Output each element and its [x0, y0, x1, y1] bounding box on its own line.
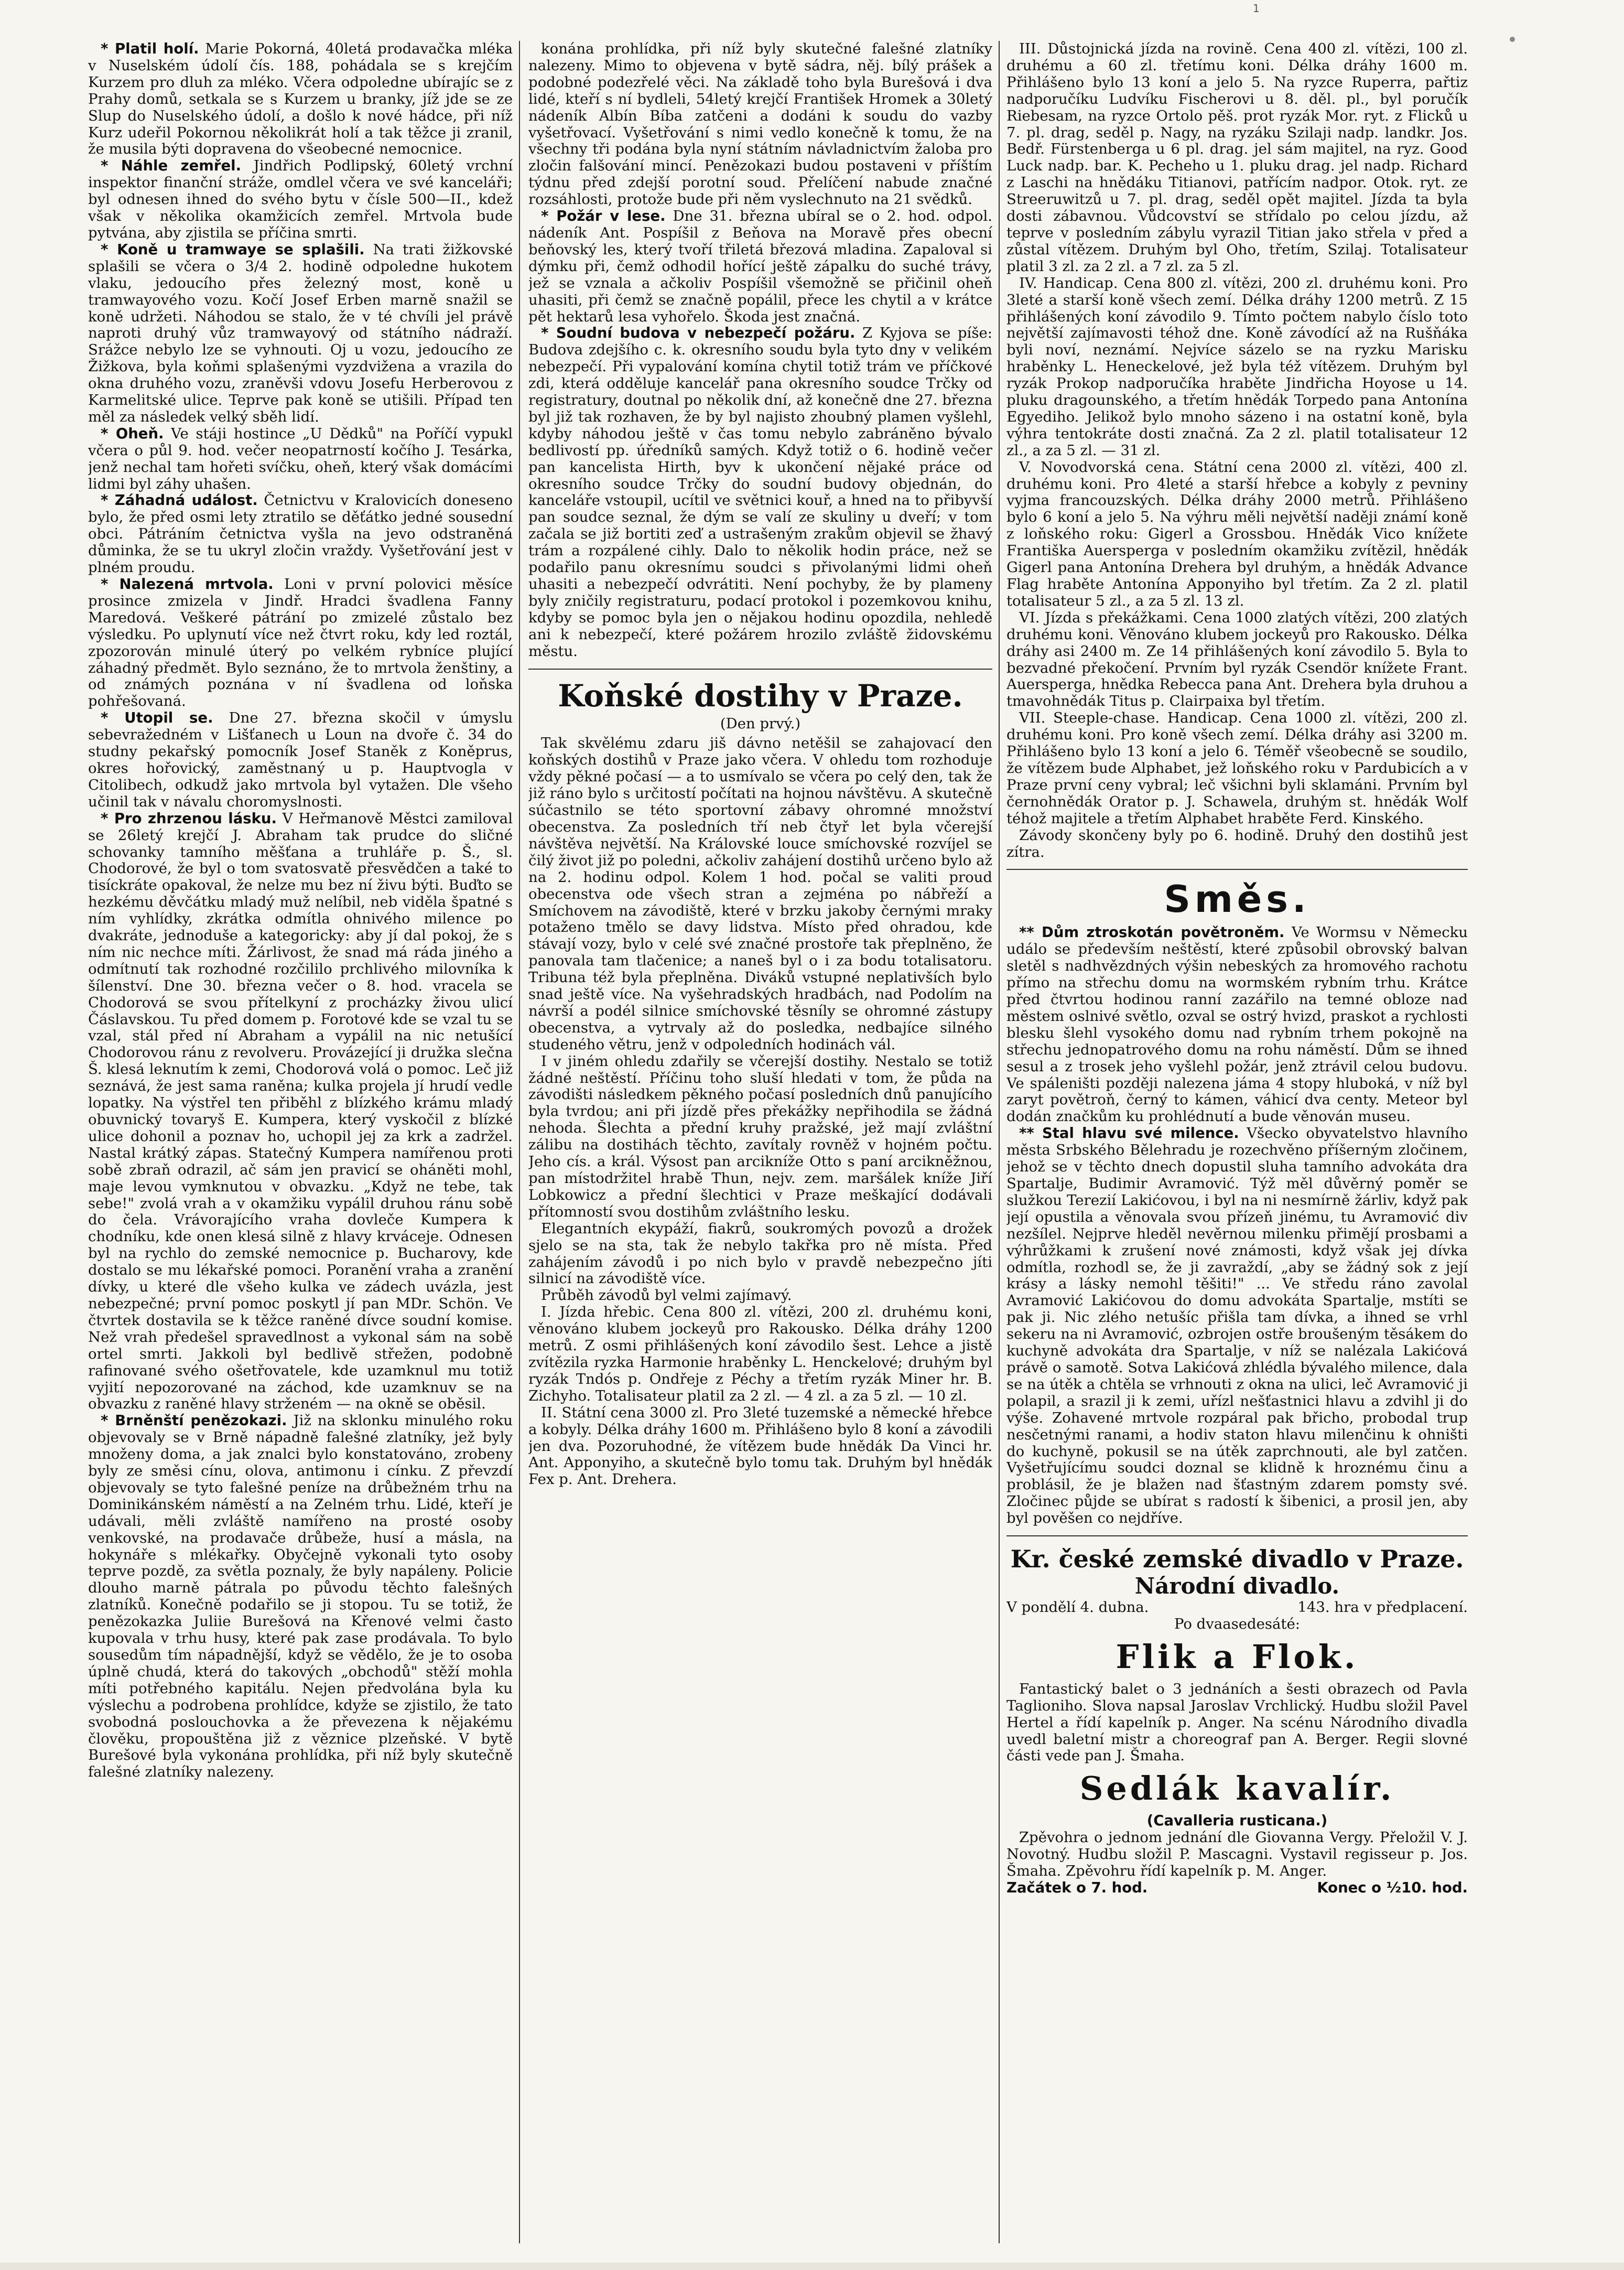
column-rule-2	[999, 41, 1000, 2243]
theatre-subtitle: Národní divadlo.	[1134, 1573, 1340, 1599]
column-rule-1	[519, 41, 520, 2243]
page-dot-mark	[1510, 37, 1515, 42]
news-heading: ** Dům ztroskotán povětroněm.	[1019, 924, 1285, 941]
news-heading: * Pro zhrzenou lásku.	[101, 810, 277, 827]
column-3	[1006, 41, 1468, 2249]
column-2	[528, 41, 992, 2249]
news-heading: * Platil holí.	[101, 41, 199, 57]
news-text: Jindřich Podlipský, 60letý vrchní inspektor finanční stráže, omdlel včera ve své kanceláři; byl odnesen ihned do svého bytu v čísle 500—II., kdež však v několika okamžicích zemřel. Mrtvola bude pytvána, aby zjistila se příčina smrti.	[88, 157, 513, 241]
races-paragraph: V. Novodvorská cena. Státní cena 2000 zl. vítězi, 400 zl. druhému koni. Pro 4leté a starší hřebce a kobyly z pevniny vyjma francouzských. Délka dráhy 2000 metrů. Přihlášeno bylo 6 koní a jelo 5. Na výhru měli největší naději známí koně z loňského roku: Gigerl a Grossbou. Hnědák Vico knížete Františka Auersperga v posledním okamžiku zvítězil, hnědák Gigerl pana Antonína Drehera byl druhým, a hnědák Advance Flag hraběte Antonína Apponyiho byl třetím. Za 2 zl. platil totalisateur 5 zl., a za 5 zl. 13 zl.	[1006, 458, 1468, 609]
races-paragraph: Tak skvělému zdaru jiš dávno netěšil se zahajovací den koňských dostihů v Praze jako včera. V ohledu tom rozhoduje vždy pěkné počasí — a to usmívalo se včera po celý den, tak že již ráno bylo s určitostí počítati na hojnou návštěvu. A skutečně súčastnilo se této sportovní zábavy ohromné množství obecenstva. Za posledních tří neb čtyř let byla včerejší návštěva největší. Na Královské louce smíchovské rozvíjel se čilý život již po poledni, ačkoliv zahájení dostihů určeno bylo až na 2. hodinu odpol. Kolem 1 hod. počal se valiti proud obecenstva ode všech stran a zejména po nábřeží a Smíchovem na závodiště, které v brzku jakoby černými mraky potaženo tmělo se davy lidstva. Místo před ohradou, kde stávají vozy, bylo v celé své značné prostoře tak přeplněno, že panovala tam tlačenice; a naneš byl o i za bodu totalisatoru. Tribuna též byla přeplněna. Diváků vstupné neplativších bylo snad ještě více. Na vyšehradských hradbách, nad Podolím na návrší a podél silnice smíchovské těsníly se ohromné zástupy obecenstva, a vytrvaly až do posledka, nedbajíce silného studeného větru, jenž v odpoledních hodinách vál.	[528, 735, 992, 1053]
play1-description	[1006, 1681, 1468, 1765]
news-heading: * Záhadná událost.	[101, 492, 258, 509]
news-text: Loni v první polovici měsíce prosince zmizela v Jindř. Hradci švadlena Fanny Maredová. Veškeré pátrání po zmizelé zůstalo bez výsledku. Po uplynutí více než čtvrt roku, kdy led roztál, zpozorován minulé úterý po velkém rybníce plující záhadný předmět. Bylo seznáno, že to mrtvola ženštiny, a od známých poznána v ní švadlena od loňska pohřešovaná.	[88, 576, 513, 710]
column-1	[88, 41, 513, 2249]
races-paragraph: Závody skončeny byly po 6. hodině. Druhý den dostihů jest zítra.	[1006, 826, 1468, 860]
news-item-3	[88, 242, 513, 426]
page-corner-mark: 1	[1253, 2, 1260, 15]
theatre-title: Kr. české zemské divadlo v Praze.	[1010, 1545, 1464, 1574]
races-paragraph: Elegantních ekypáží, fiakrů, soukromých povozů a drožek sjelo se na sta, tak že nebylo takřka pro ně místa. Před zahájením závodů i po nich bylo v pravdě nebezpečno jíti silnicí na závodiště více.	[528, 1220, 992, 1287]
news-heading: * Brněnští penězokazi.	[101, 1412, 287, 1429]
races-paragraph: Průběh závodů byl velmi zajímavý.	[541, 1287, 792, 1304]
page-bottom-edge	[0, 2263, 1624, 2270]
section-divider	[1006, 1535, 1468, 1536]
play1-text: Fantastický balet o 3 jednáních a šesti obrazech od Pavla Taglioniho. Slova napsal Jaroslav Vrchlický. Hudbu složil Pavel Hertel a řídí kapelník p. Anger. Na scénu Národního divadla uvedl baletní mistr a choreograf pan A. Berger. Regii slovné části vede pan J. Šmaha.	[1006, 1680, 1468, 1765]
news-text: V Heřmanově Městci zamiloval se 26letý krejčí J. Abraham tak prudce do sličné schovanky tamního měšťana a truhláře p. Š., sl. Chodorové, že byl o tom svatosvatě přesvědčen a také to tisíckráte opakoval, že nelze mu bez ní živu býti. Buďto se hezkému děvčátku mladý muž nelíbil, neb viděla špatné s ním vyhlídky, zkrátka odmítla ohnivého milence po dvakráte, jednoduše a kategoricky: aby jí dal pokoj, že s ním nic nechce míti. Žárlivost, že snad má ráda jiného a odmítnutí tak rozhodné rozčililo prchlivého milovníka k šílenství. Dne 30. března večer o 8. hod. vracela se Chodorová se svou přítelkyní z procházky živou ulicí Čáslavskou. Tu před domem p. Forotové kde se vzal tu se vzal, stál před ní Abraham a vypálil na nic netušící Chodorovou ránu z revolveru. Provázející ji družka slečna Š. klesá leknutím k zemi, Chodorová volá o pomoc. Leč již seznává, že jest sama raněna; kulka projela jí hrudí vedle lopatky. Na výstřel ten přiběhl z blízkého krámu mladý obuvnický tovaryš E. Kumpera, který vyskočil z blízké ulice dohonil a poznav ho, uchopil jej za krk a zadržel. Nastal krátký zápas. Statečný Kumpera namířenou proti sobě zbraň odrazil, ač sám jen pravicí se oháněti mohl, maje levou vymknutou v obvazku. „Když ne tebe, tak sebe!" zvolá vrah a v okamžiku vypálil druhou ránu sobě do čela. Vrávorajícího vraha dovleče Kumpera k chodníku, kde onen klesá silně z hlavy krváceje. Odnesen byl na rychlo do zemské nemocnice p. Bucharovy, kde dostalo se mu lékařské pomoci. Poranění vraha a zranění dívky, u které dle všeho kulka ve zádech uvázla, jest nebezpečné; první pomoc poskytl jí pan MDr. Schön. Ve čtvrtek dostavila se k těžce raněné dívce soudní komise. Než vrah předešel spravedlnost a vykonal sám na sobě ortel smrti. Jakkoli byl bedlivě střežen, podobně rafinované svého ošetřovatele, kde uzamknul mu totiž vyjití nepozorované na záchod, kde uzamknuv se na obvazku z raněné hlavy strženém — na okně se oběsil.	[88, 810, 513, 1413]
theatre-date-row	[1006, 1599, 1468, 1616]
news-heading: * Soudní budova v nebezpečí požáru.	[541, 325, 856, 342]
news-continuation	[528, 41, 992, 208]
news-text: Již na sklonku minulého roku objevovaly se v Brně nápadně falešné zlatníky, jež byly množeny doma, a jak znalci bylo konstatováno, zrobeny byly ze směsi cínu, olova, antimonu i cínku. Z převzdí objevovaly se tyto falešné peníze na drůbežném trhu na Dominikánském náměstí a na Zelném trhu. Lidé, kteří je udávali, měli zvláště namířeno na prosté osoby venkovské, na prodavače drůbeže, husí a másla, na hokynáře s mlékařky. Obyčejně vykonali tyto osoby teprve pozdě, za světla poznaly, že byly napáleny. Policie dlouho marně pátrala po původu těchto falešných zlatníků. Konečně podařilo se ji stopou. Tu se totiž, že penězokazka Juliie Burešová na Křenové velmi často kupovala v trhu husy, které pak zase prodávala. To bylo sousedům tím nápadnější, když se vědělo, že je to osoba úplně chudá, která do takových „obchodů" stěží mohla míti potřebného kapitálu. Nejen předvolána byla ku výslechu a podrobena prohlídce, kdyže se zjistilo, že tato svobodná poslouchovka a že převezena k nějakému člověku, propouštěna již z věznice plzeňské. V bytě Burešové byla vykonána prohlídka, při níž byly skutečně falešné zlatníky nalezeny.	[88, 1412, 513, 1781]
section-divider	[528, 669, 992, 670]
races-paragraph: VII. Steeple-chase. Handicap. Cena 1000 zl. vítězi, 200 zl. druhému koni. Pro koně všech zemí. Délka dráhy asi 3200 m. Přihlášeno bylo 13 koní a jelo 6. Téměř všeobecně se soudilo, že vítězem bude Alphabet, jež loňského roku v Pardubicích a v Praze první ceny vybral; leč všichni byli sklamáni. Prvním byl černohnědák Orator p. J. Schawela, druhým st. hnědák Wolf téhož majitele a třetím Alphabet hraběte Ferd. Kinského.	[1006, 709, 1468, 827]
news-heading: ** Stal hlavu své milence.	[1019, 1125, 1239, 1142]
news-item-court	[528, 325, 992, 660]
races-paragraph: I. Jízda hřebic. Cena 800 zl. vítězi, 200 zl. druhému koni, věnováno klubem jockeyů pro Rakousko. Délka dráhy 1200 metrů. Z osmi přihlášených koní závodilo šest. Lehce a jistě zvítězila ryzka Harmonie hraběnky L. Henckelové; druhým byl ryzák Tndós p. Ondřeje z Péchy a třetím ryzák Miner hr. B. Zichyho. Totalisateur platil za 2 zl. — 4 zl. a za 5 zl. — 10 zl.	[528, 1304, 992, 1404]
races-paragraph: I v jiném ohledu zdařily se včerejší dostihy. Nestalo se totiž žádné neštěstí. Příčinu toho sluší hledati v tom, že půda na závodišti následkem pěkného počasí posledních dnů panujícího byla tvrdou; ani při jízdě přes překážky nepřihodila se žádná nehoda. Šlechta a přední kruhy pražské, jež mají zvláštní zálibu na dostihách těchto, zavítaly rovněž v hojném počtu. Jeho cís. a král. Výsost pan arcikníže Otto s paní arcikněžnou, pan místodržitel hrabě Thun, nejv. zem. maršálek kníže Jiří Lobkowicz a přední šlechtici v Praze meškající dodávali přítomností svou dostihům zvláštního lesku.	[528, 1052, 992, 1220]
news-heading: * Požár v lese.	[541, 208, 666, 225]
news-text: Dne 27. března skočil v úmyslu sebevražedném v Lišťanech u Loun na dvoře č. 34 do studny pekařský pomocník Josef Staněk z Koněprus, okres hořovický, zaměstnaný u p. Hauptvogla v Citolibech, odkudž jako mrtvola byl vytažen. Dle všeho učinil tak v návalu choromyslnosti.	[88, 709, 513, 810]
theatre-times	[1006, 1880, 1468, 1897]
news-item-6	[88, 576, 513, 710]
races-paragraph: III. Důstojnická jízda na rovině. Cena 400 zl. vítězi, 100 zl. druhému a 60 zl. třetímu koni. Délka dráhy 1600 m. Přihlášeno bylo 13 koní a jelo 5. Na ryzce Ruperra, pařtiz nadporučíku Ludvíku Fischerovi u 8. děl. pl., byl poručík Riebesam, na ryzce Ortolo pěš. prot ryzák Mor. ryt. z Flicků u 7. pl. drag, seděl p. Nagy, na ryzáku Szilaji nadp. landkr. Jos. Bedř. Fürstenberga u 6 pl. drag. jel sám majitel, na ryz. Good Luck nadp. bar. K. Pecheho u 1. pluku drag. jel nadp. Richard z Laschi na hnědáku Titianovi, patřícím nadpor. Otok. ryt. ze Streeruwitzů u 7. pl. drag, seděl opět majitel. Jízda ta byla dosti zábavnou. Vůdcovství se střídalo po celou jízdu, až teprve v posledním zábylu vyrazil Titian jako střela v před a zůstal vítězem. Druhým byl Oho, třetím, Szilaj. Totalisateur platil 3 zl. za 2 zl. a 7 zl. za 5 zl.	[1006, 41, 1468, 275]
news-item-fire	[528, 208, 992, 325]
races-article	[528, 735, 992, 1488]
news-item-4	[88, 426, 513, 493]
races-article-cont	[1006, 41, 1468, 860]
play2-description	[1006, 1830, 1468, 1880]
news-text: konána prohlídka, při níž byly skutečné falešné zlatníky nalezeny. Mimo to objevena v bytě sádra, něj. bílý prášek a podobné podezřelé věci. Na základě toho byla Burešová i dva lidé, kteří s ní bydleli, 54letý krejčí František Hromek a 30letý nádeník Albín Bíba zatčeni a dodáni k soudu do vazby vyšetřovací. Vyšetřování s nimi vedlo konečně k tomu, že na všechny tři podána byla nyní státním návladnictvím žaloba pro zločin falšování mincí. Penězokazi budou postaveni v příštím týdnu před zdejší porotní soud. Přelíčení nabude značné rozsáhlosti, protože bude při něm vyslechnuto na 21 svědků.	[528, 41, 992, 208]
start-time: Začátek o 7. hod.	[1006, 1879, 1148, 1896]
races-paragraph: VI. Jízda s překážkami. Cena 1000 zlatých vítězi, 200 zlatých druhému koni. Věnováno klubem jockeyů pro Rakousko. Délka dráhy asi 2400 m. Ze 14 přihlášených koní závodilo 5. Byla to bezvadné překočení. Prvním byl ryzák Csendör knížete Frant. Auersperga, hnědka Rebecca pana Ant. Drehera byla druhou a tmavohnědák Titus p. Clairpaixa byl třetím.	[1006, 609, 1468, 710]
news-heading: * Utopil se.	[101, 709, 213, 727]
play2-text: Zpěvohra o jednom jednání dle Giovanna Vergy. Přeložil V. J. Novotný. Hudbu složil P. Mascagni. Vystavil regisseur p. Jos. Šmaha. Zpěvohru řídí kapelník p. M. Anger.	[1006, 1829, 1468, 1880]
news-item-9	[88, 1413, 513, 1781]
smes-item-2	[1006, 1125, 1468, 1527]
news-text: Ve stáji hostince „U Dědků" na Poříčí vypukl včera o půl 9. hod. večer neopatrností kočího J. Tesárka, jenž nechal tam hořeti svíčku, oheň, který však domácími lidmi byl záhy uhašen.	[88, 425, 513, 492]
races-paragraph: IV. Handicap. Cena 800 zl. vítězi, 200 zl. druhému koni. Pro 3leté a starší koně všech zemí. Délka dráhy 1200 metrů. Z 15 přihlášených koní závodilo 9. Tímto počtem nabylo číslo toto největší zajímavosti téhož dne. Koně závodící až na Rušňáka byli noví, neznámí. Nejvíce sázelo se na ryzku Marisku hraběnky L. Heneckelové, jež byla též vítězem. Druhým byl ryzák Prokop nadporučíka hraběte Jindřicha Hoyose u 14. pluku dragounského, a třetím hnědák Torpedo pana Antonína Egyediho. Jelikož bylo mnoho sázeno i na ostatní koně, byla výhra tentokráte dosti značná. Za 2 zl. platil totalisateur 12 zl., a za 5 zl. — 31 zl.	[1006, 274, 1468, 459]
news-item-2	[88, 158, 513, 242]
news-item-1	[88, 41, 513, 158]
news-text: Z Kyjova se píše: Budova zdejšího c. k. okresního soudu byla tyto dny v velikém nebezpečí. Při vypalování komína chytil totiž trám ve příčkové zdi, která odděluje kancelář pana okresního soudce Trčky od registratury, doutnal po několik dní, až konečně dne 27. března byl již tak rozhaven, že by byl najisto zhoubný plamen vyšlehl, kdyby náhodou ještě v čas tomu nebylo zabráněno bývalo bedlivostí pp. úředníků samých. Když totiž o 6. hodině večer pan kancelista Hirth, byv k ukončení nějaké práce od okresního soudce Trčky do soudní budovy objednán, do kanceláře vstoupil, ucítil ve světnici kouř, a hned na to přibyvší pan soudce seznal, že dým se valí ze skuliny u dveří; v tom začala se již bortiti zeď a ustrašeným zrakům objevil se žhavý trám a rozpálené cihly. Dalo to několik hodin práce, než se podařilo panu okresnímu soudci s přivolanými lidmi oheň uhasiti a nebezpečí odvrátiti. Není pochyby, že by plameny byly zničily registraturu, podací protokol i pozemkovou knihu, kdyby se pomoc byla jen o nějakou hodinu opozdila, nehledě ani k nebezpečí, které požárem hrozilo zvláště židovskému městu.	[528, 325, 992, 660]
news-heading: * Náhle zemřel.	[101, 157, 242, 175]
smes-title: Směs.	[1164, 878, 1311, 921]
section-divider	[1006, 869, 1468, 870]
play2-title: Sedlák kavalír.	[1079, 1769, 1395, 1808]
news-heading: * Oheň.	[101, 425, 164, 442]
races-title: Koňské dostihy v Praze.	[558, 677, 963, 714]
news-item-5	[88, 492, 513, 576]
end-time: Konec o ½10. hod.	[1317, 1879, 1468, 1896]
theatre-subscription: 143. hra v předplacení.	[1297, 1599, 1468, 1616]
news-heading: * Nalezená mrtvola.	[101, 576, 274, 593]
news-item-7	[88, 710, 513, 810]
news-text: Četnictvu v Kralovicích doneseno bylo, že před osmi lety ztratilo se děťátko jedné sousední obci. Pátráním četnictva vyšla na jevo odstraněná důminka, že se tu ukryl zločin vraždy. Vyšetřování jest v plném proudu.	[88, 492, 513, 576]
news-text: Ve Wormsu v Německu událo se především neštěstí, které způsobil obrovský balvan sletěl s nadhvězdných výšin nebeských za hromového rachotu přímo na střechu domu na wormském rybním trhu. Krátce před čtvrtou hodinou ranní zazářilo na temné obloze nad městem oslnivé světlo, ozval se ostrý hvizd, praskot a rychlosti blesku šlehl vysokého domu nad rybním trhem pokojně na střechu jednopatrového domu na rohu náměstí. Dům se ihned sesul a z trosek jeho vyšlehl požár, jenž ztrávil celou budovu. Ve spáleništi později nalezena jáma 4 stopy hluboká, v níž byl zaryt povětroň, černý to kámen, váhicí dva centy. Meteor byl dodán značkům ku prohlédnutí a bude věnován museu.	[1006, 924, 1468, 1125]
theatre-date: V pondělí 4. dubna.	[1006, 1599, 1149, 1616]
news-item-8	[88, 811, 513, 1413]
races-paragraph: II. Státní cena 3000 zl. Pro 3leté tuzemské a německé hřebce a kobyly. Délka dráhy 1600 m. Přihlášeno bylo 8 koní a závodili jen dva. Pozoruhodné, že vítězem bude hnědák Da Vinci hr. Ant. Apponyiho, a skutečně bylo tomu tak. Druhým byl hnědák Fex p. Ant. Drehera.	[528, 1404, 992, 1488]
play1-title: Flik a Flok.	[1116, 1637, 1359, 1676]
smes-item-1	[1006, 924, 1468, 1125]
news-heading: * Koně u tramwaye se splašili.	[101, 241, 365, 258]
races-subtitle: (Den prvý.)	[720, 715, 801, 732]
play2-subtitle: (Cavalleria rusticana.)	[1146, 1812, 1328, 1830]
news-text: Na trati žižkovské splašili se včera o 3/4 2. hodině odpoledne hukotem vlaku, jedoucího přes železný most, koně u tramwayového vozu. Kočí Josef Erben marně snažil se koně udržeti. Náhodou se stalo, že v té chvíli jel právě naproti druhý vůz tramwayový od státního nádraží. Srážce nebylo lze se vyhnouti. Oj u vozu, jedoucího ze Žižkova, byla koňmi splašenými vyzdvižena a vrazila do okna druhého vozu, zraněvši vdovu Josefu Herberovou z Karmelitské ulice. Teprve pak koně se utišili. Případ ten měl za následek velký sběh lidí.	[88, 241, 513, 425]
theatre-note: Po dvaasedesáté:	[1174, 1615, 1300, 1632]
news-text: Marie Pokorná, 40letá prodavačka mléka v Nuselském údolí čís. 188, pohádala se s krejčím Kurzem pro dluh za mléko. Včera odpoledne ubírajíc se z Prahy domů, setkala se s Kurzem u branky, jíž jde se ze Slup do Nuselského údolí, a došlo k nové hádce, při níž Kurz udeřil Pokornou několikrát holí a tak těžce ji zranil, že musila býti dopravena do všeobecné nemocnice.	[88, 41, 513, 158]
news-text: Dne 31. března ubíral se o 2. hod. odpol. nádeník Ant. Pospíšil z Beňova na Moravě přes obecní beňovský les, který tvoří třiletá březová mladina. Zapaloval si dýmku při, čemž odhodil hořící ještě zápalku do suché trávy, jež se vznala a ačkoliv Pospíšil všemožně se přičinil oheň uhasiti, při čemž se značně popálil, přece les chytil a v krátce pět hektarů lesa vyhořelo. Škoda jest značná.	[528, 208, 992, 325]
news-text: Všecko obyvatelstvo hlavního města Srbského Bělehradu je rozechvěno příšerným zločinem, jehož se v těchto dnech dopustil sluha tamního advokáta dra Spartalje, Budimir Avramović. Týž měl důvěrný poměr se služkou Terezií Lakićovou, i byl na ni nesmírně žárliv, když pak její opustila a věnovala svou přízeň jinému, tu Avramović div nezšílel. Nejprve hleděl nevěrnou milenku přimějí prosbami a výhrůžkami k zrušení nové známosti, když však jej dívka odmítla, rozhodl se, že ji zavraždí, „aby se žádný sok z její krásy a lásky nemohl těšiti!" ... Ve středu ráno zavolal Avramović Lakićovou do domu advokáta Spartalje, mstíti se pak ji. Nic zlého netušíc přišla tam dívka, a ihned se vrhl sekeru na ni Avramović, ozbrojen ostře broušeným těsákem do kuchyně advokáta dra Spartalje, v níž se nalézala Lakićová právě o samotě. Sotva Lakićová zhlédla bývalého milence, dala se na útěk a chtěla se vrhnouti z okna na ulici, leč Avramović ji polapil, a srazil ji k zemi, uřízl nešťastnici hlavu a zdvihl ji do výše. Zohavené mrtvole rozpáral pak břicho, probodal trup nesčetnými ranami, a hodiv staton hlavu milenčinu k ohništi do kuchyně, pokusil se na útěk zaprchnouti, ale byl zatčen. Vyšetřujícímu soudci doznal se klidně k hroznému činu a problásil, že je blažen nad šťastným zdarem pomsty své. Zločinec půjde se ubírat s radostí k šibenici, a prosil jen, aby byl pověšen co nejdříve.	[1006, 1125, 1468, 1527]
